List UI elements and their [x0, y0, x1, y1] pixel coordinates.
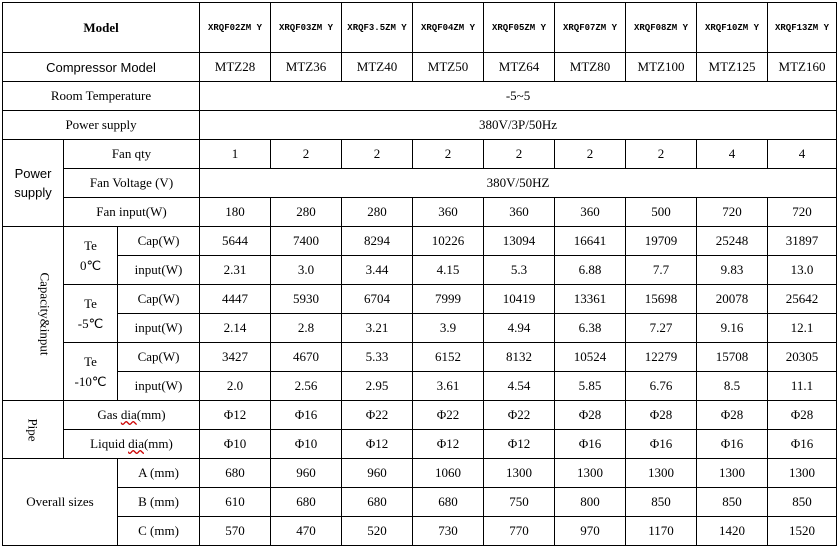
compressor-cell: MTZ100 [626, 53, 697, 82]
input-cell: 4.94 [484, 314, 555, 343]
fan-qty-cell: 1 [200, 140, 271, 169]
gas-label-post: (mm) [136, 407, 166, 422]
input-cell: 8.5 [697, 372, 768, 401]
te-temp: 0℃ [79, 257, 102, 273]
room-temp-label: Room Temperature [3, 82, 200, 111]
gas-dia-cell: Φ22 [484, 401, 555, 430]
input-cell: 2.95 [342, 372, 413, 401]
fan-input-label: Fan input(W) [64, 198, 200, 227]
size-a-row [3, 459, 837, 488]
input-cell: 5.3 [484, 256, 555, 285]
liquid-dia-cell: Φ16 [626, 430, 697, 459]
model-code: XRQF07ZM Y [555, 3, 626, 53]
liquid-dia-row [3, 430, 837, 459]
te-label-cell [64, 343, 118, 401]
te-temp: -5℃ [77, 315, 104, 331]
capacity-label: Capacity&input [37, 271, 53, 356]
model-code: XRQF10ZM Y [697, 3, 768, 53]
input-label: input(W) [118, 372, 200, 401]
cap-cell: 4670 [271, 343, 342, 372]
cap-cell: 12279 [626, 343, 697, 372]
liquid-label-dia: dia [128, 436, 144, 451]
cap-cell: 10524 [555, 343, 626, 372]
gas-dia-cell: Φ22 [342, 401, 413, 430]
liquid-dia-cell: Φ12 [484, 430, 555, 459]
compressor-cell: MTZ28 [200, 53, 271, 82]
model-code: XRQF02ZM Y [200, 3, 271, 53]
cap-cell: 10419 [484, 285, 555, 314]
size-cell: 610 [200, 488, 271, 517]
fan-input-cell: 280 [342, 198, 413, 227]
fan-input-cell: 720 [697, 198, 768, 227]
input-cell: 4.54 [484, 372, 555, 401]
input-cell: 6.76 [626, 372, 697, 401]
pipe-group-label [3, 401, 64, 459]
size-cell: 730 [413, 517, 484, 546]
cap-cell: 20078 [697, 285, 768, 314]
liquid-dia-cell: Φ10 [200, 430, 271, 459]
input-cell: 5.85 [555, 372, 626, 401]
fan-voltage-row [3, 169, 837, 198]
input-cell: 12.1 [768, 314, 837, 343]
input-cell: 2.31 [200, 256, 271, 285]
input-cell: 6.88 [555, 256, 626, 285]
size-cell: 960 [342, 459, 413, 488]
size-cell: 470 [271, 517, 342, 546]
compressor-cell: MTZ80 [555, 53, 626, 82]
size-b-label: B (mm) [118, 488, 200, 517]
liquid-dia-cell: Φ16 [555, 430, 626, 459]
te-temp: -10℃ [74, 373, 107, 389]
input-cell: 3.0 [271, 256, 342, 285]
fan-input-cell: 360 [555, 198, 626, 227]
cap-row [3, 227, 837, 256]
size-cell: 1300 [484, 459, 555, 488]
size-cell: 1520 [768, 517, 837, 546]
input-row [3, 314, 837, 343]
input-cell: 2.0 [200, 372, 271, 401]
size-cell: 1420 [697, 517, 768, 546]
te-label: Te [84, 295, 97, 311]
power-supply-value: 380V/3P/50Hz [200, 111, 837, 140]
fan-input-cell: 180 [200, 198, 271, 227]
fan-qty-label: Fan qty [64, 140, 200, 169]
fan-qty-cell: 2 [484, 140, 555, 169]
gas-dia-label [64, 401, 200, 430]
power-supply-label: Power supply [3, 111, 200, 140]
fan-qty-cell: 2 [555, 140, 626, 169]
cap-cell: 6704 [342, 285, 413, 314]
fan-input-cell: 500 [626, 198, 697, 227]
model-code: XRQF04ZM Y [413, 3, 484, 53]
fan-qty-cell: 2 [626, 140, 697, 169]
room-temp-value: -5~5 [200, 82, 837, 111]
fan-input-cell: 360 [413, 198, 484, 227]
model-code: XRQF13ZM Y [768, 3, 837, 53]
fan-input-cell: 280 [271, 198, 342, 227]
size-cell: 680 [342, 488, 413, 517]
input-cell: 9.16 [697, 314, 768, 343]
input-cell: 7.7 [626, 256, 697, 285]
size-cell: 680 [200, 459, 271, 488]
size-cell: 1170 [626, 517, 697, 546]
model-code: XRQF08ZM Y [626, 3, 697, 53]
cap-cell: 15698 [626, 285, 697, 314]
input-cell: 6.38 [555, 314, 626, 343]
te-label-cell [64, 227, 118, 285]
compressor-cell: MTZ64 [484, 53, 555, 82]
gas-dia-cell: Φ16 [271, 401, 342, 430]
size-cell: 750 [484, 488, 555, 517]
cap-cell: 8294 [342, 227, 413, 256]
size-cell: 1060 [413, 459, 484, 488]
size-cell: 520 [342, 517, 413, 546]
size-b-row [3, 488, 837, 517]
cap-label: Cap(W) [118, 227, 200, 256]
fan-qty-cell: 2 [413, 140, 484, 169]
te-label: Te [84, 353, 97, 369]
fan-qty-row [3, 140, 837, 169]
size-cell: 1300 [697, 459, 768, 488]
header-row [3, 3, 837, 53]
liquid-dia-cell: Φ16 [697, 430, 768, 459]
size-cell: 970 [555, 517, 626, 546]
te-label: Te [84, 237, 97, 253]
input-cell: 3.44 [342, 256, 413, 285]
cap-cell: 6152 [413, 343, 484, 372]
input-cell: 3.61 [413, 372, 484, 401]
cap-cell: 20305 [768, 343, 837, 372]
fan-qty-cell: 2 [342, 140, 413, 169]
size-cell: 850 [697, 488, 768, 517]
size-cell: 850 [768, 488, 837, 517]
input-row [3, 256, 837, 285]
te-label-cell [64, 285, 118, 343]
size-cell: 1300 [555, 459, 626, 488]
cap-cell: 5930 [271, 285, 342, 314]
compressor-cell: MTZ40 [342, 53, 413, 82]
size-cell: 680 [271, 488, 342, 517]
cap-cell: 3427 [200, 343, 271, 372]
compressor-row [3, 53, 837, 82]
liquid-dia-cell: Φ12 [413, 430, 484, 459]
liquid-dia-cell: Φ10 [271, 430, 342, 459]
size-cell: 770 [484, 517, 555, 546]
cap-cell: 10226 [413, 227, 484, 256]
cap-cell: 8132 [484, 343, 555, 372]
cap-row [3, 285, 837, 314]
compressor-cell: MTZ160 [768, 53, 837, 82]
input-cell: 2.8 [271, 314, 342, 343]
overall-sizes-label: Overall sizes [3, 459, 118, 546]
model-code: XRQF03ZM Y [271, 3, 342, 53]
cap-cell: 31897 [768, 227, 837, 256]
size-a-label: A (mm) [118, 459, 200, 488]
size-cell: 680 [413, 488, 484, 517]
size-cell: 1300 [768, 459, 837, 488]
input-cell: 9.83 [697, 256, 768, 285]
spec-table [2, 2, 837, 546]
cap-cell: 13094 [484, 227, 555, 256]
fan-qty-cell: 4 [697, 140, 768, 169]
gas-dia-cell: Φ12 [200, 401, 271, 430]
size-cell: 1300 [626, 459, 697, 488]
cap-cell: 7400 [271, 227, 342, 256]
compressor-cell: MTZ50 [413, 53, 484, 82]
input-cell: 11.1 [768, 372, 837, 401]
input-label: input(W) [118, 314, 200, 343]
size-cell: 570 [200, 517, 271, 546]
cap-cell: 7999 [413, 285, 484, 314]
cap-cell: 13361 [555, 285, 626, 314]
gas-dia-cell: Φ22 [413, 401, 484, 430]
input-cell: 2.56 [271, 372, 342, 401]
cap-cell: 5644 [200, 227, 271, 256]
cap-cell: 25248 [697, 227, 768, 256]
fan-voltage-value: 380V/50HZ [200, 169, 837, 198]
gas-dia-row [3, 401, 837, 430]
cap-cell: 15708 [697, 343, 768, 372]
input-cell: 4.15 [413, 256, 484, 285]
input-row [3, 372, 837, 401]
size-c-row [3, 517, 837, 546]
liquid-label-post: (mm) [143, 436, 173, 451]
compressor-cell: MTZ36 [271, 53, 342, 82]
size-c-label: C (mm) [118, 517, 200, 546]
cap-cell: 4447 [200, 285, 271, 314]
gas-label-pre: Gas [97, 407, 121, 422]
liquid-dia-cell: Φ12 [342, 430, 413, 459]
liquid-label-pre: Liquid [90, 436, 129, 451]
room-temp-row [3, 82, 837, 111]
gas-dia-cell: Φ28 [626, 401, 697, 430]
gas-label-dia: dia [120, 407, 137, 422]
model-code: XRQF05ZM Y [484, 3, 555, 53]
compressor-cell: MTZ125 [697, 53, 768, 82]
fan-input-row [3, 198, 837, 227]
liquid-dia-cell: Φ16 [768, 430, 837, 459]
cap-label: Cap(W) [118, 343, 200, 372]
compressor-label: Compressor Model [3, 53, 200, 82]
size-cell: 800 [555, 488, 626, 517]
liquid-dia-label [64, 430, 200, 459]
fan-input-cell: 360 [484, 198, 555, 227]
input-cell: 3.9 [413, 314, 484, 343]
fan-qty-cell: 2 [271, 140, 342, 169]
capacity-group-label [3, 227, 64, 401]
fan-qty-cell: 4 [768, 140, 837, 169]
input-cell: 13.0 [768, 256, 837, 285]
input-cell: 2.14 [200, 314, 271, 343]
fan-group-label: Power supply [3, 140, 64, 227]
input-label: input(W) [118, 256, 200, 285]
input-cell: 3.21 [342, 314, 413, 343]
size-cell: 960 [271, 459, 342, 488]
fan-input-cell: 720 [768, 198, 837, 227]
gas-dia-cell: Φ28 [697, 401, 768, 430]
pipe-label: Pipe [26, 417, 41, 442]
gas-dia-cell: Φ28 [768, 401, 837, 430]
cap-label: Cap(W) [118, 285, 200, 314]
fan-voltage-label: Fan Voltage (V) [64, 169, 200, 198]
model-code: XRQF3.5ZM Y [342, 3, 413, 53]
cap-cell: 25642 [768, 285, 837, 314]
model-label: Model [3, 3, 200, 53]
gas-dia-cell: Φ28 [555, 401, 626, 430]
cap-cell: 5.33 [342, 343, 413, 372]
cap-cell: 16641 [555, 227, 626, 256]
cap-cell: 19709 [626, 227, 697, 256]
input-cell: 7.27 [626, 314, 697, 343]
power-supply-row [3, 111, 837, 140]
cap-row [3, 343, 837, 372]
size-cell: 850 [626, 488, 697, 517]
